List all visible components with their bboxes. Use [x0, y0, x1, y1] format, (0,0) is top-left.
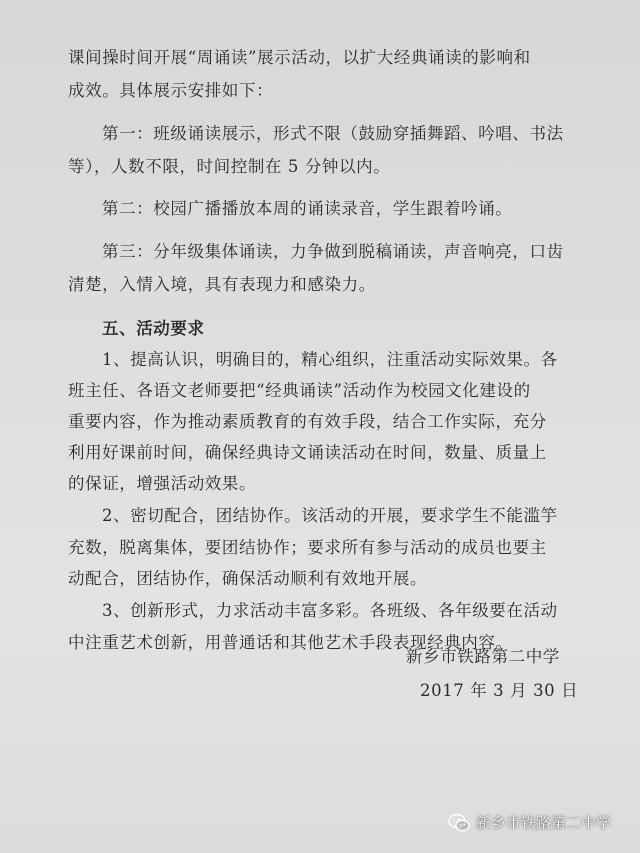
text-line: 3、创新形式，力求活动丰富多彩。各班级、各年级要在活动	[102, 601, 558, 620]
text-line: 班主任、各语文老师要把“经典诵读”活动作为校园文化建设的	[68, 381, 531, 400]
text-line: 的保证，增强活动效果。	[68, 474, 257, 493]
text-line: 中注重艺术创新，用普通话和其他艺术手段表现经典内容。	[68, 633, 513, 652]
section-heading: 五、活动要求	[102, 319, 205, 338]
wechat-watermark	[448, 812, 611, 833]
text-line: 利用好课前时间，确保经典诗文诵读活动在时间，数量、质量上	[68, 443, 547, 462]
watermark-text: 新乡市铁路第二中学	[476, 814, 612, 832]
signature-organization: 新乡市铁路第二中学	[406, 647, 560, 666]
text-line: 成效。具体展示安排如下：	[68, 81, 274, 100]
signature-date: 2017 年 3 月 30 日	[420, 681, 579, 700]
text-line: 1、提高认识，明确目的，精心组织，注重活动实际效果。各	[102, 350, 558, 369]
wechat-icon	[448, 813, 470, 833]
text-line: 第一：班级诵读展示，形式不限（鼓励穿插舞蹈、吟唱、书法	[102, 124, 564, 143]
text-line: 第三：分年级集体诵读，力争做到脱稿诵读，声音响亮，口齿	[102, 242, 564, 261]
text-line: 清楚，入情入境，具有表现力和感染力。	[68, 275, 376, 294]
text-line: 充数，脱离集体，要团结协作；要求所有参与活动的成员也要主	[68, 538, 547, 557]
text-line: 第二：校园广播播放本周的诵读录音，学生跟着吟诵。	[102, 199, 513, 218]
text-line: 动配合，团结协作，确保活动顺利有效地开展。	[68, 569, 428, 588]
text-line: 课间操时间开展“周诵读”展示活动，以扩大经典诵读的影响和	[68, 48, 531, 67]
text-line: 等），人数不限，时间控制在 5 分钟以内。	[68, 157, 391, 176]
text-line: 2、密切配合，团结协作。该活动的开展，要求学生不能滥竽	[102, 506, 558, 525]
text-line: 重要内容，作为推动素质教育的有效手段，结合工作实际，充分	[68, 412, 547, 431]
